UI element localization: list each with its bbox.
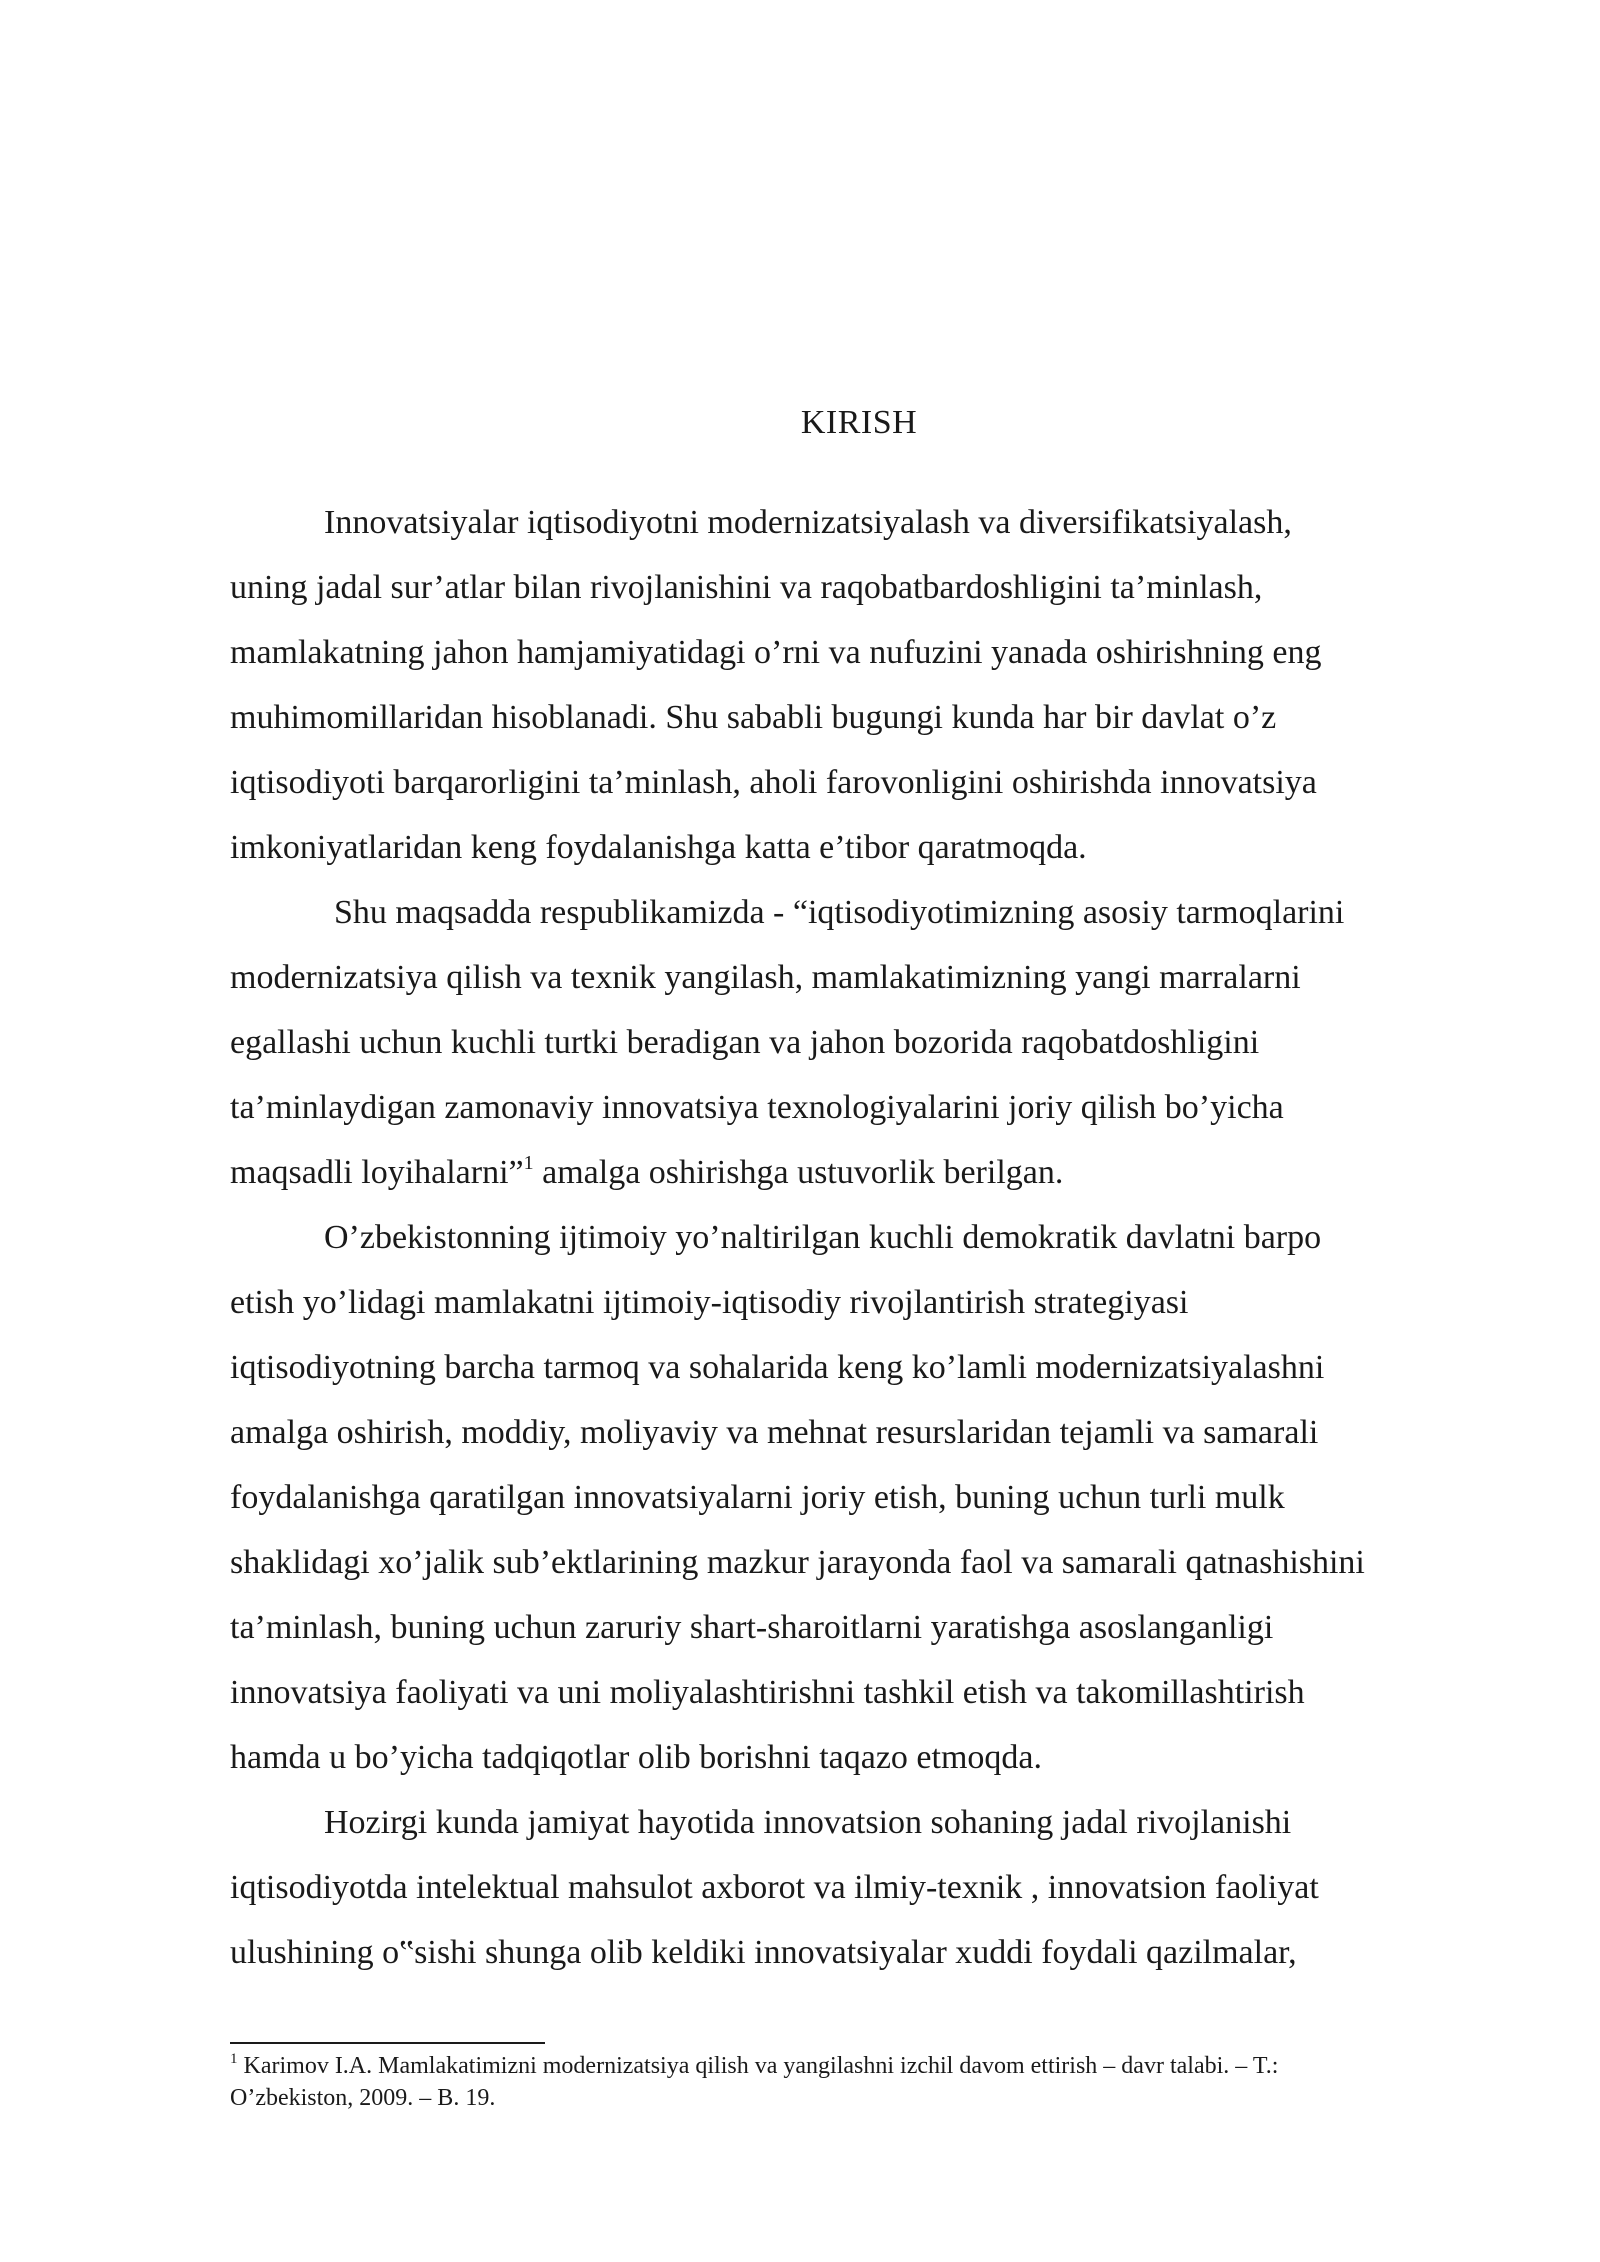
body-text (230, 490, 1510, 1985)
paragraph-line: ulushining o‟sishi shunga olib keldiki innovatsiyalar xuddi foydali qazilmalar, (230, 1934, 1297, 1971)
paragraph-line: shaklidagi xo’jalik sub’ektlarining mazkur jarayonda faol va samarali qatnashishini (230, 1544, 1365, 1581)
paragraph-line: iqtisodiyoti barqarorligini ta’minlash, aholi farovonligini oshirishda innovatsiya (230, 764, 1317, 801)
paragraph-text: maqsadli loyihalarni” (230, 1154, 524, 1191)
paragraph-line: Hozirgi kunda jamiyat hayotida innovatsion sohaning jadal rivojlanishi (324, 1804, 1292, 1841)
paragraph-line: ta’minlash, buning uchun zaruriy shart-sharoitlarni yaratishga asoslanganligi (230, 1609, 1274, 1646)
paragraph-line: hamda u bo’yicha tadqiqotlar olib borishni taqazo etmoqda. (230, 1739, 1042, 1776)
paragraph-line: Innovatsiyalar iqtisodiyotni modernizatsiyalash va diversifikatsiyalash, (324, 504, 1292, 541)
paragraph-line: uning jadal sur’atlar bilan rivojlanishini va raqobatbardoshligini ta’minlash, (230, 569, 1263, 606)
paragraph-line: innovatsiya faoliyati va uni moliyalashtirishni tashkil etish va takomillashtirish (230, 1674, 1305, 1711)
paragraph-line (230, 1140, 1510, 1205)
paragraph-text: amalga oshirishga ustuvorlik berilgan. (533, 1154, 1064, 1191)
paragraph-line: Shu maqsadda respublikamizda - “iqtisodiyotimizning asosiy tarmoqlarini (334, 894, 1345, 931)
paragraph-line: imkoniyatlaridan keng foydalanishga katta e’tibor qaratmoqda. (230, 829, 1087, 866)
page-title: KIRISH (800, 404, 918, 441)
footnote-reference[interactable]: 1 (523, 1152, 534, 1174)
paragraph-line: ta’minlaydigan zamonaviy innovatsiya texnologiyalarini joriy qilish bo’yicha (230, 1089, 1284, 1126)
footnote-text: Karimov I.A. Mamlakatimizni modernizatsiya qilish va yangilashni izchil davom ettirish – davr talabi. – T.: (237, 2053, 1279, 2079)
footnote-line (230, 2050, 1510, 2082)
footnote-line: O’zbekiston, 2009. – B. 19. (230, 2085, 496, 2111)
footnote-mark: 1 (230, 2051, 238, 2067)
paragraph-line: iqtisodiyotda intelektual mahsulot axborot va ilmiy-texnik , innovatsion faoliyat (230, 1869, 1319, 1906)
paragraph-line: amalga oshirish, moddiy, moliyaviy va mehnat resurslaridan tejamli va samarali (230, 1414, 1319, 1451)
paragraph-line: egallashi uchun kuchli turtki beradigan va jahon bozorida raqobatdoshligini (230, 1024, 1260, 1061)
paragraph-line: mamlakatning jahon hamjamiyatidagi o’rni va nufuzini yanada oshirishning eng (230, 634, 1322, 671)
paragraph-line: iqtisodiyotning barcha tarmoq va sohalarida keng ko’lamli modernizatsiyalashni (230, 1349, 1325, 1386)
footnote-separator (230, 2042, 545, 2044)
paragraph-line: O’zbekistonning ijtimoiy yo’naltirilgan kuchli demokratik davlatni barpo (324, 1219, 1322, 1256)
paragraph-line: foydalanishga qaratilgan innovatsiyalarni joriy etish, buning uchun turli mulk (230, 1479, 1285, 1516)
footnote (230, 2050, 1510, 2114)
paragraph-line: etish yo’lidagi mamlakatni ijtimoiy-iqtisodiy rivojlantirish strategiyasi (230, 1284, 1189, 1321)
paragraph-line: muhimomillaridan hisoblanadi. Shu sababli bugungi kunda har bir davlat o’z (230, 699, 1277, 736)
paragraph-line: modernizatsiya qilish va texnik yangilash, mamlakatimizning yangi marralarni (230, 959, 1301, 996)
